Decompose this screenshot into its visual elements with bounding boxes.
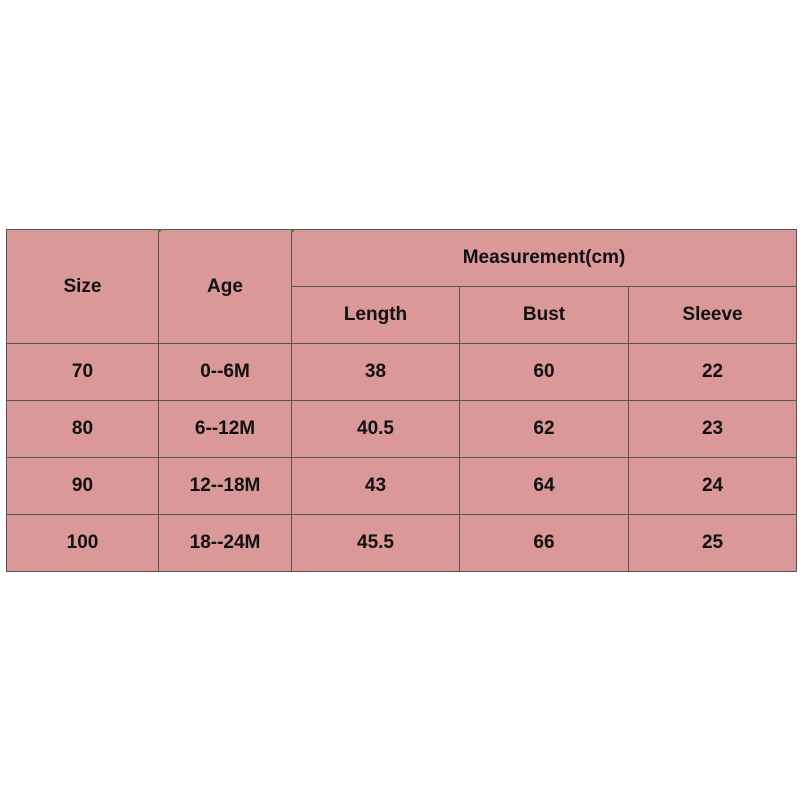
cell-size: 100 (7, 515, 159, 572)
table-body (7, 344, 797, 572)
cell-bust: 62 (460, 401, 629, 458)
header-bust: Bust (460, 287, 629, 344)
table-row (7, 344, 797, 401)
cell-length: 45.5 (292, 515, 460, 572)
header-sleeve: Sleeve (629, 287, 797, 344)
cell-age: 6--12M (159, 401, 292, 458)
cell-length: 43 (292, 458, 460, 515)
size-chart-table (6, 229, 797, 572)
table-row (7, 515, 797, 572)
header-age: Age (159, 230, 292, 344)
cell-size: 70 (7, 344, 159, 401)
table-row (7, 458, 797, 515)
cell-age: 18--24M (159, 515, 292, 572)
cell-age: 0--6M (159, 344, 292, 401)
cell-sleeve: 25 (629, 515, 797, 572)
header-length: Length (292, 287, 460, 344)
cell-bust: 66 (460, 515, 629, 572)
cell-length: 40.5 (292, 401, 460, 458)
cell-length: 38 (292, 344, 460, 401)
header-size: Size (7, 230, 159, 344)
cell-sleeve: 24 (629, 458, 797, 515)
header-measurement: Measurement(cm) (292, 230, 797, 287)
table-row (7, 401, 797, 458)
cell-sleeve: 22 (629, 344, 797, 401)
cell-size: 80 (7, 401, 159, 458)
cell-sleeve: 23 (629, 401, 797, 458)
cell-comment-marker-measurement (291, 229, 296, 234)
cell-size: 90 (7, 458, 159, 515)
cell-comment-marker-age (158, 229, 163, 234)
cell-age: 12--18M (159, 458, 292, 515)
cell-bust: 64 (460, 458, 629, 515)
table-header (7, 230, 797, 344)
cell-bust: 60 (460, 344, 629, 401)
header-row-top (7, 230, 797, 287)
